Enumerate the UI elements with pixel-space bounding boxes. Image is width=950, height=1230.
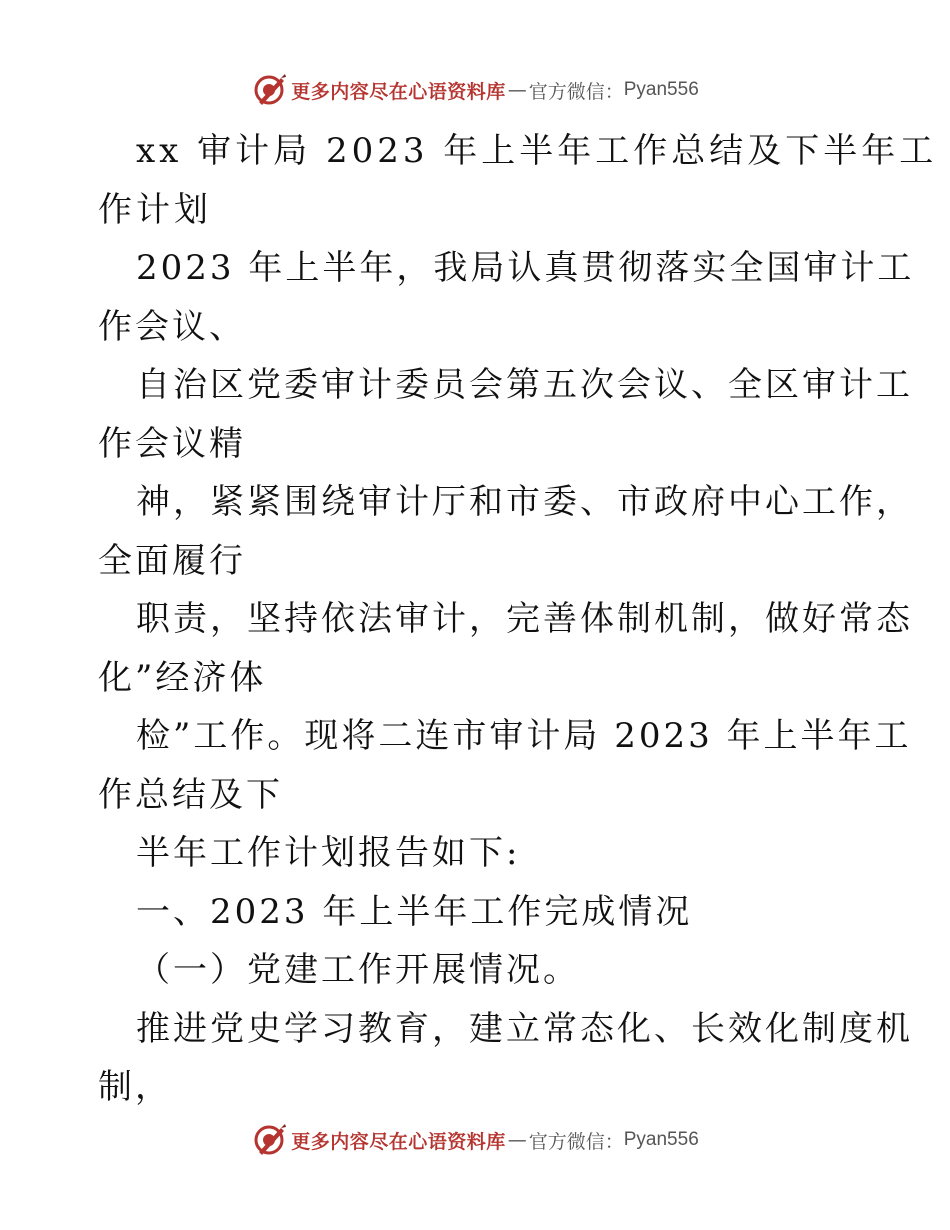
paragraph-line: 全面履行 [98,540,246,581]
watermark-dash: — [507,1129,527,1151]
paragraph-line: 2023 年上半年，我局认真贯彻落实全国审计工 [136,248,915,288]
watermark-id: Pyan556 [623,1129,699,1150]
watermark-id: Pyan556 [623,79,699,100]
paragraph-line: 神，紧紧围绕审计厅和市委、市政府中心工作， [136,482,913,522]
section-heading: 一、2023 年上半年工作完成情况 [136,891,693,932]
paragraph-line: 作会议精 [98,423,246,464]
document-title-line-1: xx 审计局 2023 年上半年工作总结及下半年工 [136,131,938,171]
footer-watermark [0,1120,950,1160]
subsection-heading: （一）党建工作开展情况。 [136,950,580,990]
paragraph-line: 半年工作计划报告如下: [136,833,521,873]
quill-logo-icon [251,1122,287,1158]
paragraph-line: 制， [98,1067,172,1107]
watermark-label: 官方微信： [528,80,624,103]
paragraph-line: 作会议、 [98,306,246,347]
paragraph-line: 化”经济体 [98,657,267,698]
paragraph-line: 职责，坚持依法审计，完善体制机制，做好常态 [136,599,913,639]
paragraph-line: 作总结及下 [98,774,283,815]
paragraph-line: 自治区党委审计委员会第五次会议、全区审计工 [136,365,913,405]
watermark-label: 官方微信： [528,1130,624,1153]
document-title-line-2: 作计划 [98,189,212,230]
watermark-brand: 更多内容尽在心语资料库 [291,80,506,103]
document-body [98,122,938,1117]
quill-logo-icon [251,72,287,108]
watermark-dash: — [507,79,527,101]
header-watermark [0,70,950,110]
paragraph-line: 检”工作。现将二连市审计局 2023 年上半年工 [136,716,912,756]
paragraph-line: 推进党史学习教育，建立常态化、长效化制度机 [136,1008,913,1049]
watermark-brand: 更多内容尽在心语资料库 [291,1130,506,1153]
